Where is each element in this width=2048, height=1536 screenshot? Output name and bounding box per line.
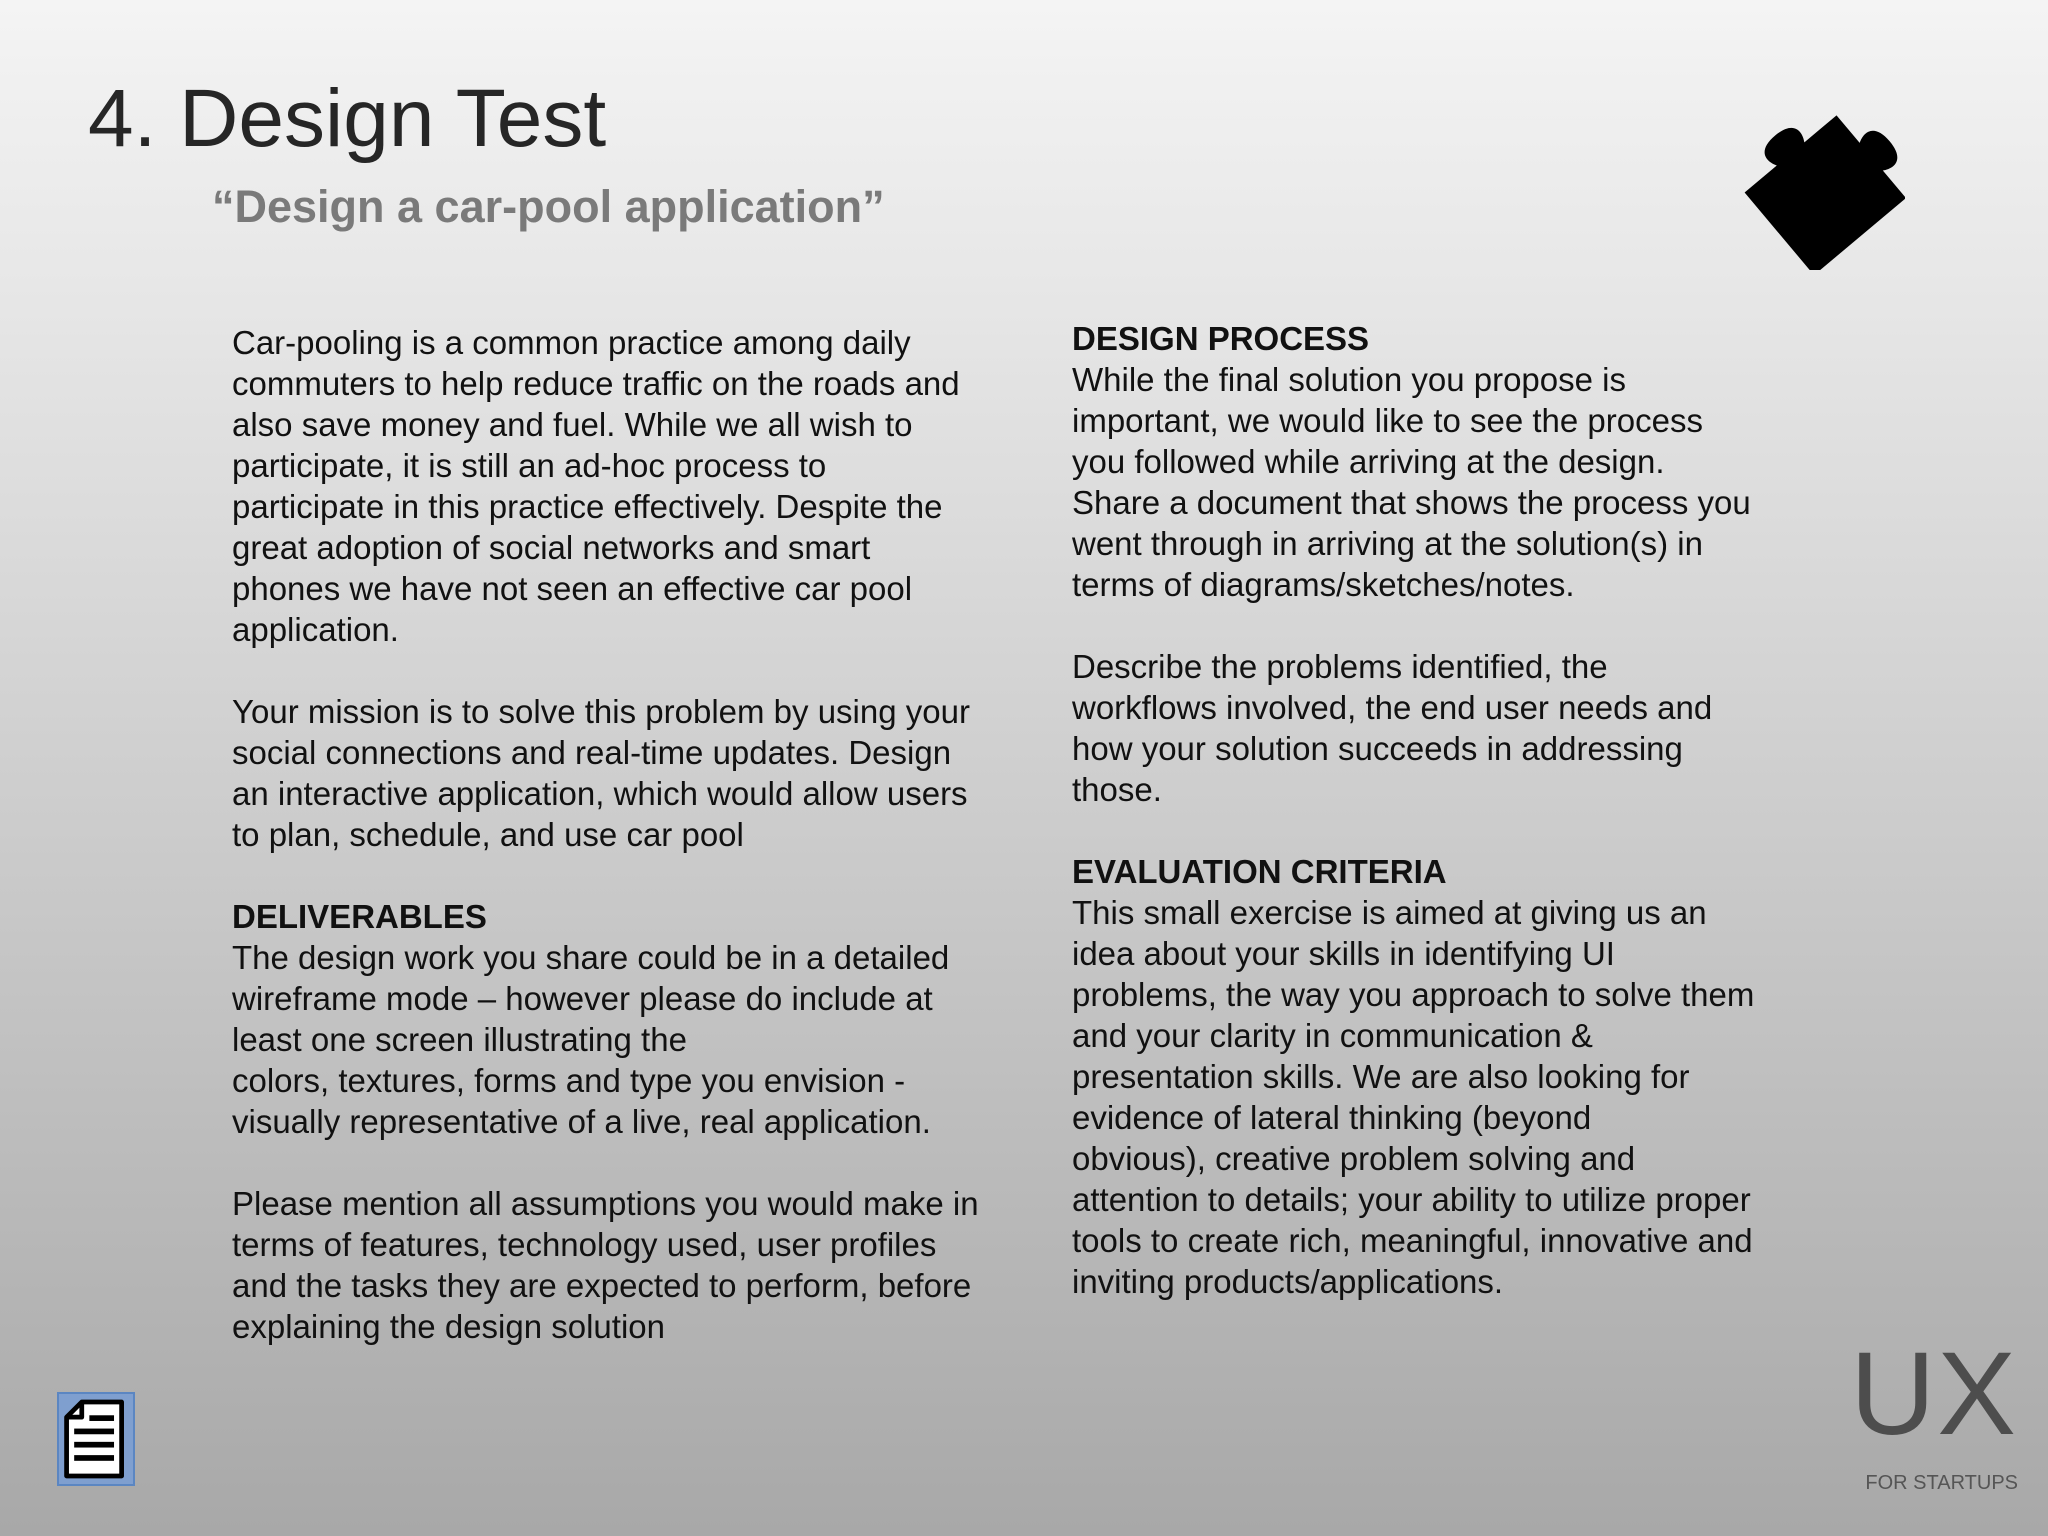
brand-tagline: FOR STARTUPS (1865, 1472, 2018, 1494)
right-column (1072, 318, 1812, 1343)
brand-logo-ux: UX (1850, 1328, 2018, 1460)
document-icon[interactable] (57, 1392, 135, 1486)
intro-paragraph: Car-pooling is a common practice among daily commuters to help reduce traffic on the roads and also save money and fuel. While we all wish to participate, it is still an ad-hoc process to participate in this practice effectively. Despite the great adoption of social networks and smart phones we have not seen an effective car pool application. (232, 324, 960, 648)
document-icon-graphic (59, 1394, 133, 1484)
slide-subtitle: “Design a car-pool application” (212, 181, 885, 232)
deliverables-heading: DELIVERABLES (232, 898, 487, 935)
design-process-paragraph: While the final solution you propose is important, we would like to see the process you followed while arriving at the design. Share a document that shows the process you went through in arriving at the solution(s) in terms of diagrams/sketches/notes. (1072, 361, 1751, 603)
evaluation-criteria-heading: EVALUATION CRITERIA (1072, 853, 1447, 890)
assumptions-paragraph: Please mention all assumptions you would make in terms of features, technology used, user profiles and the tasks they are expected to perform, before explaining the design solution (232, 1185, 979, 1345)
puzzle-piece-icon (1725, 95, 1905, 270)
mission-paragraph: Your mission is to solve this problem by using your social connections and real-time updates. Design an interactive application, which would allow users to plan, schedule, and use car pool (232, 693, 970, 853)
evaluation-criteria-paragraph: This small exercise is aimed at giving us an idea about your skills in identifying UI problems, the way you approach to solve them and your clarity in communication & presentation skills. We are also looking for evidence of lateral thinking (beyond obvious), creative problem solving and attention to details; your ability to utilize proper tools to create rich, meaningful, innovative and inviting products/applications. (1072, 894, 1755, 1300)
design-process-heading: DESIGN PROCESS (1072, 320, 1370, 357)
deliverables-paragraph: The design work you share could be in a detailed wireframe mode – however please do include at least one screen illustrating the colors, textures, forms and type you envision - visually representative of a live, real application. (232, 939, 950, 1140)
slide-title: 4. Design Test (88, 73, 607, 164)
problems-paragraph: Describe the problems identified, the workflows involved, the end user needs and how your solution succeeds in addressing those. (1072, 648, 1713, 808)
left-column (232, 322, 1022, 1388)
